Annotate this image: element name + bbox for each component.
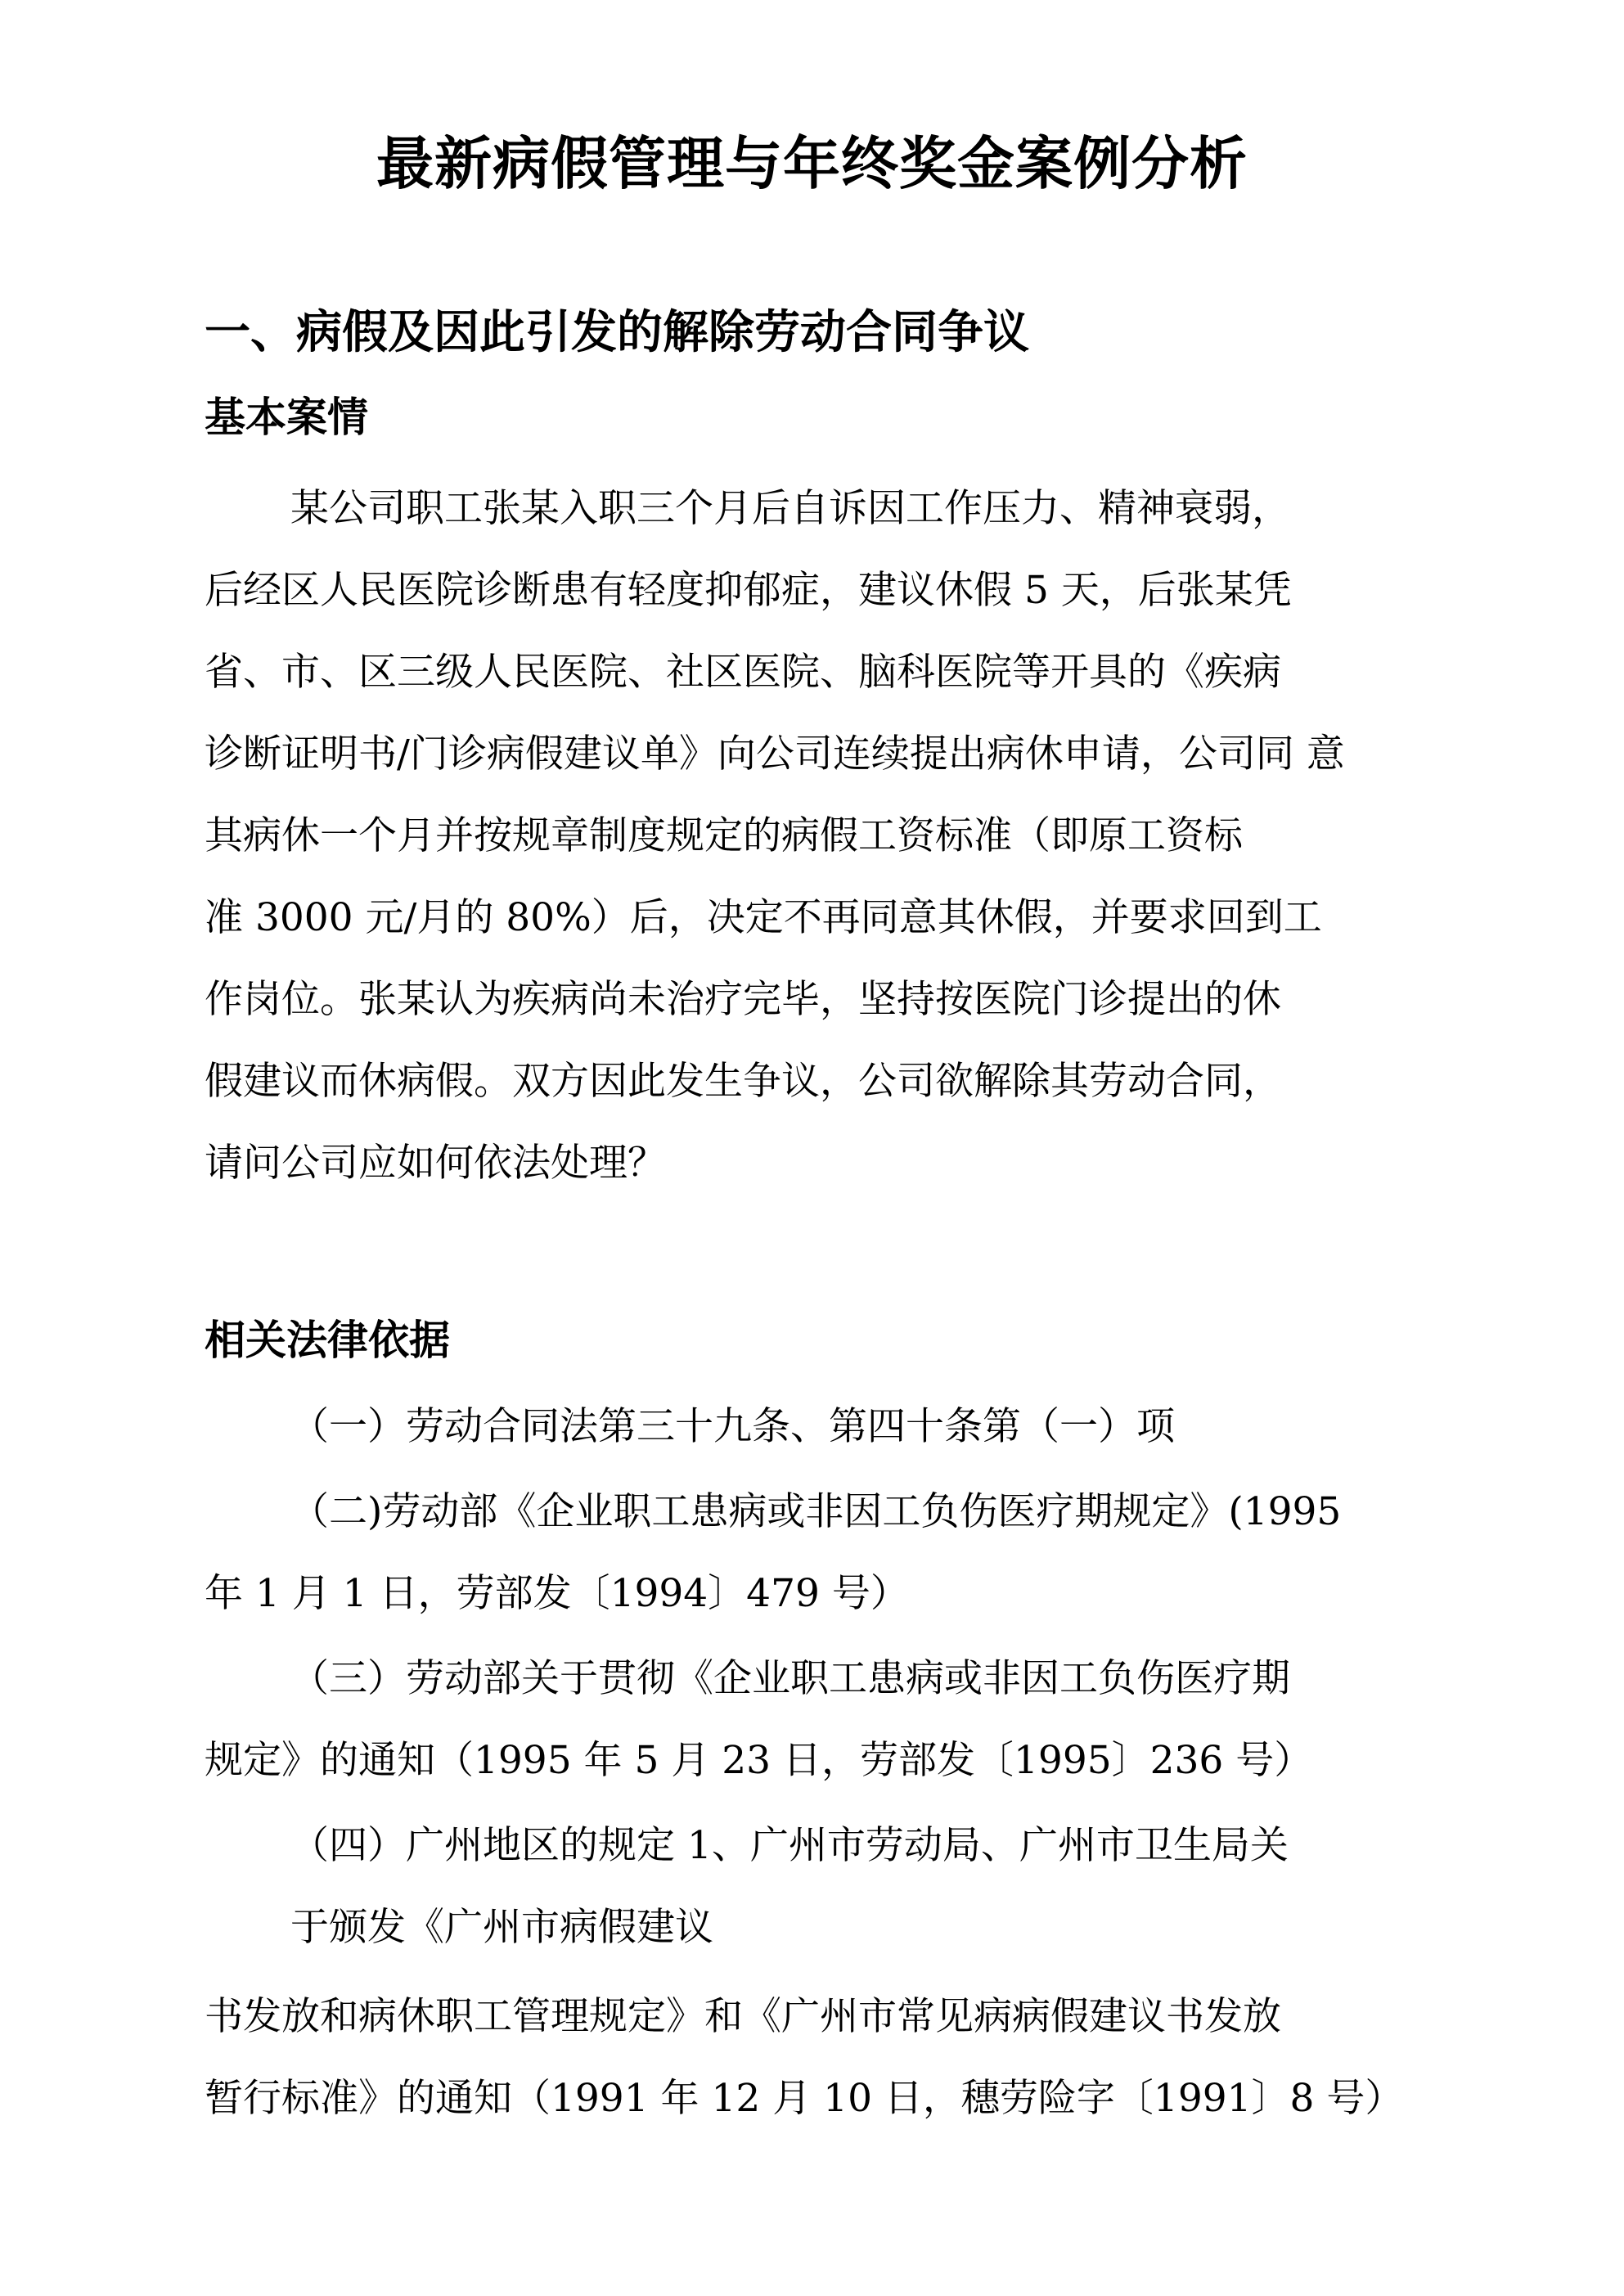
law-line: 暂行标准》的通知（1991 年 12 月 10 日，穗劳险字〔1991〕8 号） xyxy=(205,2076,1404,2121)
case-line: 作岗位。张某认为疾病尚未治疗完毕，坚持按医院门诊提出的休 xyxy=(205,977,1281,1022)
law-line: 规定》的通知（1995 年 5 月 23 日，劳部发〔1995〕236 号） xyxy=(205,1738,1313,1783)
case-line: 假建议而休病假。双方因此发生争议，公司欲解除其劳动合同， xyxy=(205,1059,1281,1104)
law-line: 书发放和病休职工管理规定》和《广州市常见病病假建议书发放 xyxy=(205,1994,1281,2039)
case-line: 诊断证明书/门诊病假建议单》向公司连续提出病休申请，公司同 意 xyxy=(205,732,1345,777)
case-line: 准 3000 元/月的 80%）后，决定不再同意其休假，并要求回到工 xyxy=(205,895,1322,940)
law-line: 于颁发《广州市病假建议 xyxy=(290,1905,713,1950)
case-line: 某公司职工张某入职三个月后自诉因工作压力、精神衰弱， xyxy=(290,486,1290,531)
law-line: （四）广州地区的规定 1、广州市劳动局、广州市卫生局关 xyxy=(290,1823,1289,1868)
section-heading: 一、病假及因此引发的解除劳动合同争议 xyxy=(205,306,1029,359)
document-title: 最新病假管理与年终奖金案例分析 xyxy=(376,130,1248,197)
law-line: （一）劳动合同法第三十九条、第四十条第（一）项 xyxy=(290,1404,1175,1449)
case-line: 其病休一个月并按规章制度规定的病假工资标准（即原工资标 xyxy=(205,813,1243,858)
law-heading: 相关法律依据 xyxy=(205,1317,450,1364)
case-line: 后经区人民医院诊断患有轻度抑郁症，建议休假 5 天，后张某凭 xyxy=(205,568,1292,613)
law-line: （三）劳动部关于贯彻《企业职工患病或非因工负伤医疗期 xyxy=(290,1656,1290,1701)
law-line: （二)劳动部《企业职工患病或非因工负伤医疗期规定》(1995 xyxy=(290,1489,1342,1534)
case-line: 请问公司应如何依法处理？ xyxy=(205,1141,666,1186)
law-line: 年 1 月 1 日，劳部发〔1994〕479 号） xyxy=(205,1571,909,1616)
case-heading: 基本案情 xyxy=(205,394,368,441)
case-line: 省、市、区三级人民医院、社区医院、脑科医院等开具的《疾病 xyxy=(205,650,1281,695)
